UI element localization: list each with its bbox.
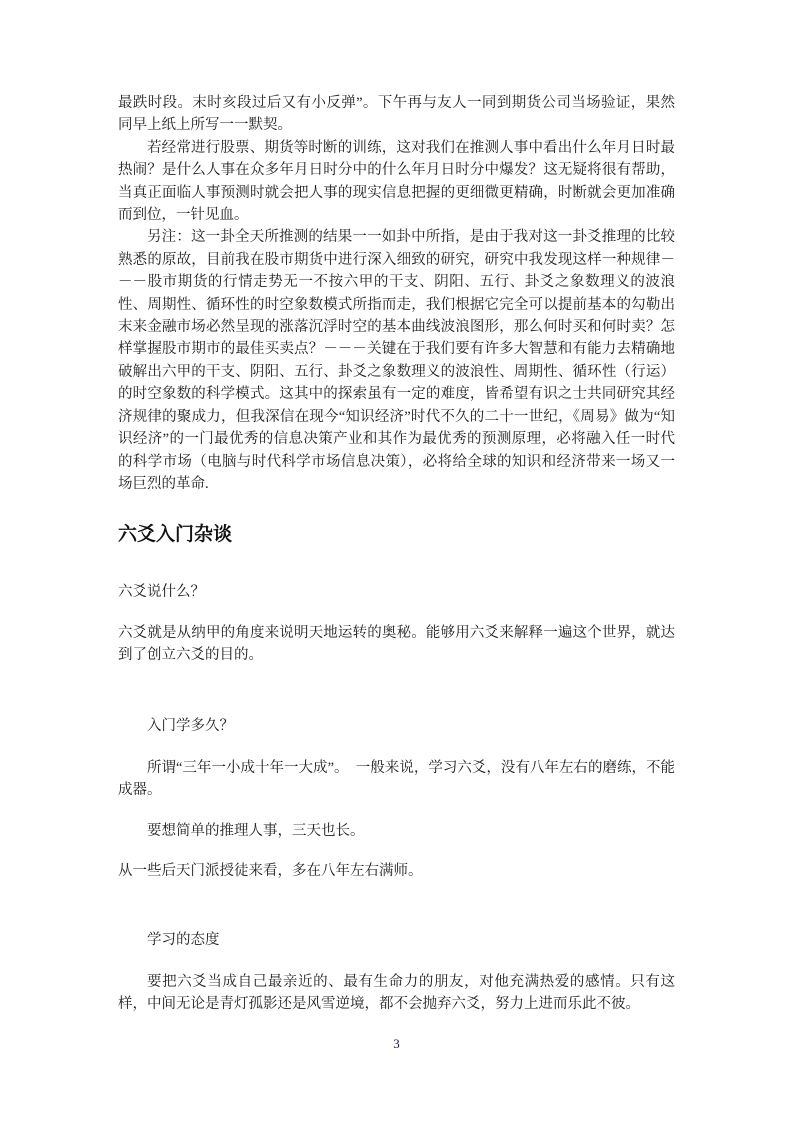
page-number: 3 [393, 1036, 400, 1051]
paragraph-training: 若经常进行股票、期货等时断的训练，这对我们在推测人事中看出什么年月日时最热闹？是什么人事在众多年月日时分中的什么年月日时分中爆发？这无疑将很有帮助，当真正面临人事预测时就会把人事的现实信息把握的更细微更精确，时断就会更加准确而到位，一针见血。 [118, 139, 675, 224]
question-attitude: 学习的态度 [147, 931, 220, 948]
paragraph-note: 另注：这一卦全天所推测的结果一一如卦中所指，是由于我对这一卦爻推理的比较熟悉的原故，目前我在股市期货中进行深入细致的研究，研究中我发现这样一种规律－－－股市期货的行情走势无一不按六甲的干支、阴阳、五行、卦爻之象数理义的波浪性、周期性、循环性的时空象数模式所指而走，我们根据它完全可以提前基本的勾勒出末来金融市场必然呈现的涨落沉浮时空的基本曲线波浪图形，那么何时买和何时卖？怎样掌握股市期市的最佳买卖点？－－－关键在于我们要有许多大智慧和有能力去精确地破解出六甲的干支、阴阳、五行、卦爻之象数理义的波浪性、周期性、循环性（行运）的时空象数的科学模式。这其中的探索虽有一定的难度，皆希望有识之士共同研究其经济规律的聚成力，但我深信在现今“知识经济”时代不久的二十一世纪，《周易》做为“知识经济”的一门最优秀的信息决策产业和其作为最优秀的预测原理，必将融入任一时代的科学市场（电脑与时代科学市场信息决策），必将给全球的知识和经济带来一场又一场巨烈的革命. [118, 229, 675, 492]
answer-attitude: 要把六爻当成自己最亲近的、最有生命力的朋友，对他充满热爱的感情。只有这样，中间无论是青灯孤影还是风雪逆境，都不会抛弃六爻，努力上进而乐此不彼。 [118, 973, 675, 1013]
answer-how-long-1: 所谓“三年一小成十年一大成”。 一般来说，学习六爻，没有八年左右的磨练，不能成器。 [118, 759, 675, 799]
question-how-long: 入门学多久？ [147, 717, 234, 734]
question-what-is-liuyao: 六爻说什么？ [118, 584, 205, 601]
answer-how-long-3: 从一些后天门派授徒来看，多在八年左右满师。 [118, 863, 423, 880]
section-heading: 六爻入门杂谈 [118, 524, 233, 546]
answer-what-is-liuyao: 六爻就是从纳甲的角度来说明天地运转的奥秘。能够用六爻来解释一遍这个世界，就达到了创立六爻的目的。 [118, 624, 675, 664]
answer-how-long-2: 要想简单的推理人事，三天也长。 [147, 822, 365, 839]
paragraph-continuation: 最跌时段。末时亥段过后又有小反弹”。下午再与友人一同到期货公司当场验证，果然同早上纸上所写一一默契。 [118, 95, 675, 134]
